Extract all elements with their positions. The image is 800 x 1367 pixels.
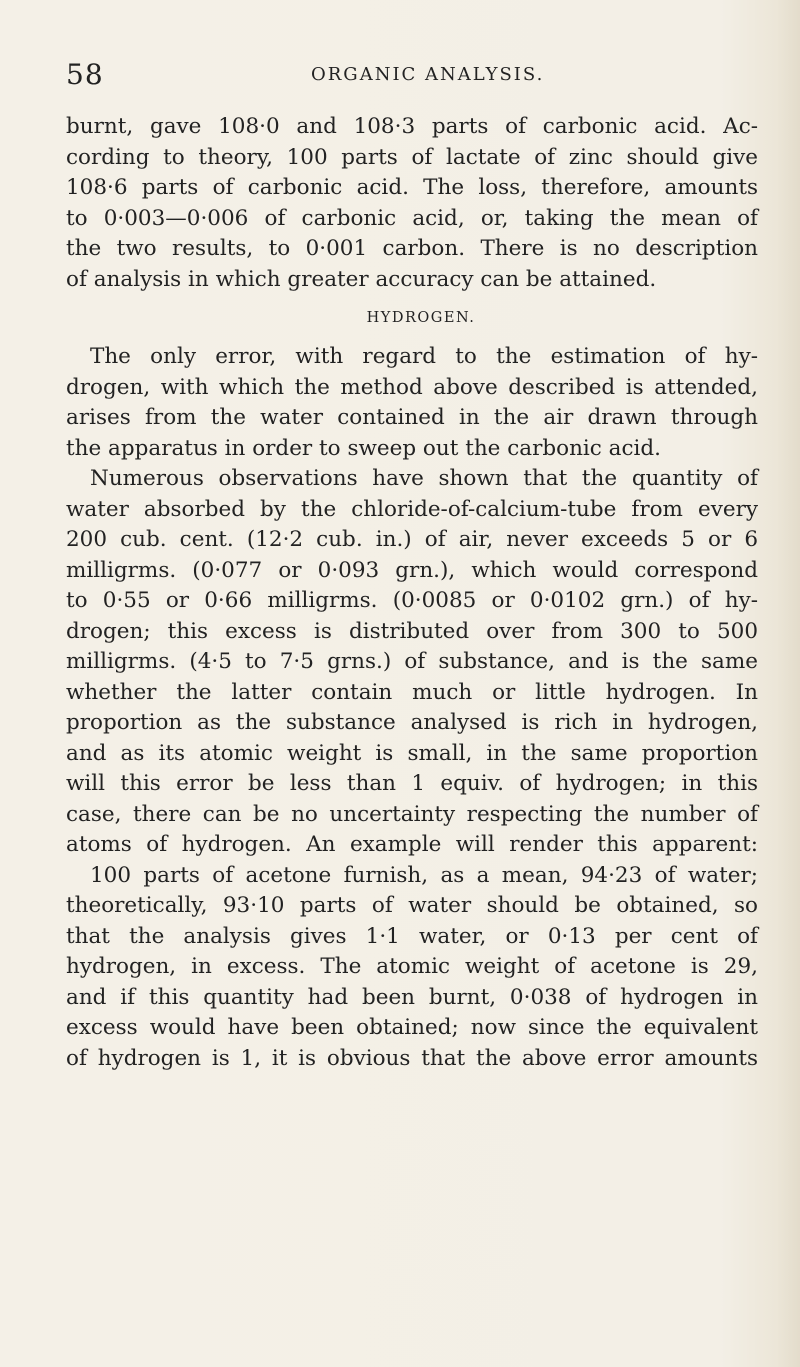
text-line: 200 cub. cent. (12·2 cub. in.) of air, never exceeds 5 or 6 [66,527,758,552]
text-line: and as its atomic weight is small, in the same proportion [66,740,758,766]
text-line: 100 parts of acetone furnish, as a mean, 94·23 of water; [90,862,758,888]
text-line: the two results, to 0·001 carbon. There is no description [66,236,758,261]
text-line: arises from the water contained in the air drawn through [66,405,758,430]
text-line: whether the latter contain much or little hydrogen. In [66,679,758,705]
text-line: cording to theory, 100 parts of lactate of zinc should give [66,144,758,170]
text-line: excess would have been obtained; now since the equivalent [66,1015,758,1040]
paragraph-hydrogen-error [66,342,758,1074]
paragraph-carbon-accuracy [66,112,758,295]
text-line: water absorbed by the chloride-of-calcium-tube from every [66,496,758,522]
text-line: milligrms. (0·077 or 0·093 grn.), which would correspond [66,557,758,583]
section-heading-hydrogen: HYDROGEN. [366,310,476,326]
running-head [66,58,756,98]
text-line: hydrogen, in excess. The atomic weight of acetone is 29, [66,954,758,979]
text-line: to 0·55 or 0·66 milligrms. (0·0085 or 0·0102 grn.) of hy- [66,588,758,613]
text-line: theoretically, 93·10 parts of water should be obtained, so [66,893,758,918]
text-line: drogen, with which the method above described is attended, [66,374,758,400]
text-line: milligrms. (4·5 to 7·5 grns.) of substance, and is the same [66,649,758,674]
text-line: atoms of hydrogen. An example will render this apparent: [66,832,758,857]
text-line: of hydrogen is 1, it is obvious that the above error amounts [66,1045,758,1071]
text-line: and if this quantity had been burnt, 0·038 of hydrogen in [66,984,758,1010]
text-line: of analysis in which greater accuracy can be attained. [66,266,657,292]
text-line: 108·6 parts of carbonic acid. The loss, therefore, amounts [66,175,758,200]
running-title: ORGANIC ANALYSIS. [311,64,545,85]
text-line: proportion as the substance analysed is rich in hydrogen, [66,710,758,735]
text-line: drogen; this excess is distributed over from 300 to 500 [66,618,758,644]
text-line: will this error be less than 1 equiv. of hydrogen; in this [66,771,758,796]
page-number: 58 [66,58,104,91]
text-line: to 0·003—0·006 of carbonic acid, or, taking the mean of [66,205,758,231]
text-line: The only error, with regard to the estimation of hy- [90,344,758,369]
text-line: case, there can be no uncertainty respecting the number of [66,801,758,827]
text-line: Numerous observations have shown that the quantity of [90,466,758,491]
text-line: burnt, gave 108·0 and 108·3 parts of carbonic acid. Ac- [66,114,758,139]
text-line: that the analysis gives 1·1 water, or 0·13 per cent of [66,923,758,949]
text-line: the apparatus in order to sweep out the carbonic acid. [66,435,662,461]
body-text [66,112,758,1074]
